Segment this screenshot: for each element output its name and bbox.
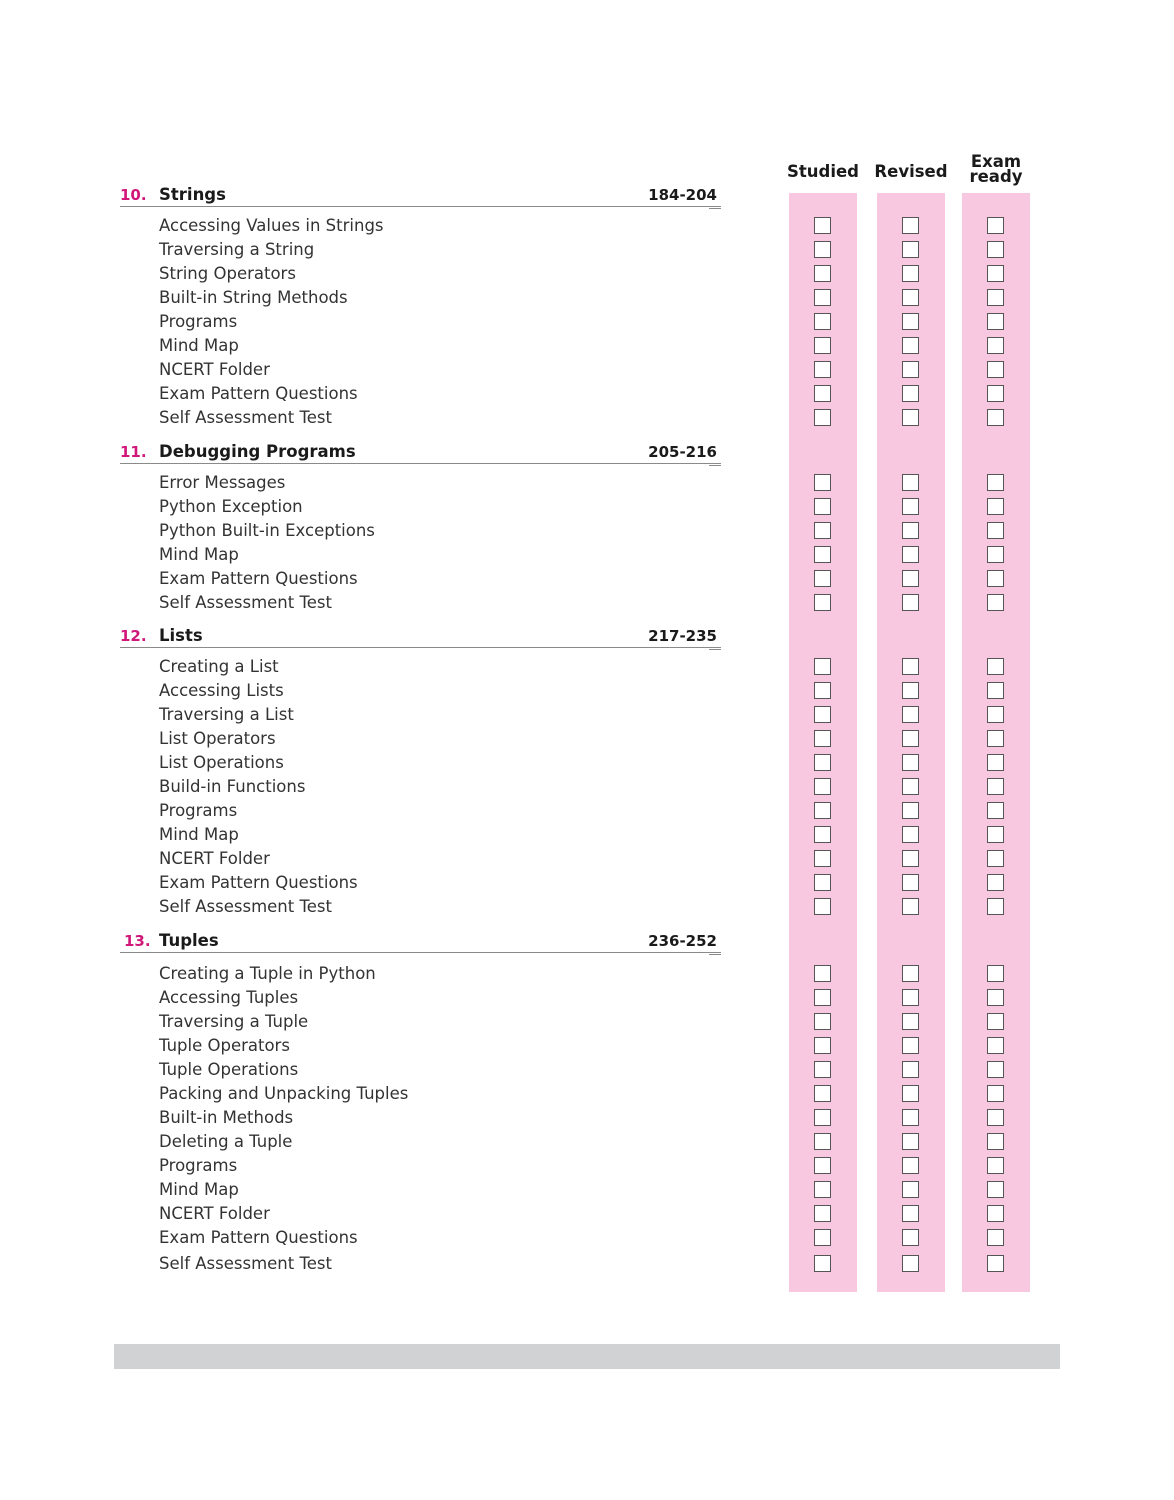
topic-item: Exam Pattern Questions <box>159 1228 358 1247</box>
exam-ready-checkbox[interactable] <box>987 474 1004 491</box>
topic-item: NCERT Folder <box>159 1204 270 1223</box>
revised-checkbox[interactable] <box>902 658 919 675</box>
section-pages: 205-216 <box>648 443 717 461</box>
topic-item: Mind Map <box>159 336 239 355</box>
revised-checkbox[interactable] <box>902 546 919 563</box>
topic-item: Accessing Tuples <box>159 988 299 1007</box>
revised-checkbox[interactable] <box>902 337 919 354</box>
topic-item: NCERT Folder <box>159 849 270 868</box>
revised-checkbox[interactable] <box>902 1061 919 1078</box>
topic-item: Self Assessment Test <box>159 593 332 612</box>
revised-checkbox[interactable] <box>902 965 919 982</box>
studied-checkbox[interactable] <box>814 754 831 771</box>
topic-item: Deleting a Tuple <box>159 1132 293 1151</box>
topic-item: Self Assessment Test <box>159 897 332 916</box>
header-rule-tick <box>709 649 721 650</box>
exam-ready-checkbox[interactable] <box>987 1013 1004 1030</box>
studied-checkbox[interactable] <box>814 241 831 258</box>
section-header-strings <box>120 186 721 207</box>
revised-checkbox[interactable] <box>902 289 919 306</box>
section-title: Tuples <box>159 931 219 950</box>
topic-item: Self Assessment Test <box>159 1254 332 1273</box>
topic-item: String Operators <box>159 264 296 283</box>
exam-ready-checkbox[interactable] <box>987 1255 1004 1272</box>
revised-checkbox[interactable] <box>902 850 919 867</box>
exam-ready-checkbox[interactable] <box>987 989 1004 1006</box>
revised-checkbox[interactable] <box>902 1181 919 1198</box>
exam-ready-checkbox[interactable] <box>987 754 1004 771</box>
exam-ready-checkbox[interactable] <box>987 498 1004 515</box>
topic-item: List Operators <box>159 729 276 748</box>
section-pages: 236-252 <box>648 932 717 950</box>
revised-checkbox[interactable] <box>902 570 919 587</box>
exam-ready-checkbox[interactable] <box>987 1109 1004 1126</box>
revised-checkbox[interactable] <box>902 1255 919 1272</box>
section-number: 10. <box>120 186 147 204</box>
exam-ready-checkbox[interactable] <box>987 1037 1004 1054</box>
section-title: Debugging Programs <box>159 442 356 461</box>
topic-item: Creating a Tuple in Python <box>159 964 376 983</box>
topic-item: Traversing a String <box>159 240 315 259</box>
studied-checkbox[interactable] <box>814 658 831 675</box>
topic-item: NCERT Folder <box>159 360 270 379</box>
exam-ready-checkbox[interactable] <box>987 682 1004 699</box>
exam-ready-checkbox[interactable] <box>987 337 1004 354</box>
studied-checkbox[interactable] <box>814 385 831 402</box>
revised-checkbox[interactable] <box>902 754 919 771</box>
topic-item: Mind Map <box>159 1180 239 1199</box>
topic-item: Programs <box>159 1156 238 1175</box>
exam-ready-checkbox[interactable] <box>987 802 1004 819</box>
revised-checkbox[interactable] <box>902 1109 919 1126</box>
studied-checkbox[interactable] <box>814 409 831 426</box>
topic-item: Programs <box>159 801 238 820</box>
topic-item: Exam Pattern Questions <box>159 873 358 892</box>
studied-checkbox[interactable] <box>814 498 831 515</box>
exam-ready-checkbox[interactable] <box>987 730 1004 747</box>
topic-item: Built-in Methods <box>159 1108 294 1127</box>
studied-checkbox[interactable] <box>814 289 831 306</box>
studied-checkbox[interactable] <box>814 802 831 819</box>
exam-ready-checkbox[interactable] <box>987 706 1004 723</box>
exam-ready-checkbox[interactable] <box>987 546 1004 563</box>
studied-checkbox[interactable] <box>814 1109 831 1126</box>
topic-item: Creating a List <box>159 657 279 676</box>
topic-item: List Operations <box>159 753 284 772</box>
revised-checkbox[interactable] <box>902 706 919 723</box>
exam-ready-checkbox[interactable] <box>987 361 1004 378</box>
exam-ready-checkbox[interactable] <box>987 778 1004 795</box>
studied-checkbox[interactable] <box>814 1061 831 1078</box>
revised-checkbox[interactable] <box>902 730 919 747</box>
revised-checkbox[interactable] <box>902 474 919 491</box>
revised-checkbox[interactable] <box>902 778 919 795</box>
exam-ready-checkbox[interactable] <box>987 898 1004 915</box>
studied-checkbox[interactable] <box>814 1013 831 1030</box>
revised-checkbox[interactable] <box>902 874 919 891</box>
revised-checkbox[interactable] <box>902 1013 919 1030</box>
studied-checkbox[interactable] <box>814 1085 831 1102</box>
topic-item: Traversing a Tuple <box>159 1012 309 1031</box>
section-header-debugging-programs <box>120 443 721 464</box>
revised-checkbox[interactable] <box>902 1133 919 1150</box>
studied-checkbox[interactable] <box>814 898 831 915</box>
topic-item: Packing and Unpacking Tuples <box>159 1084 409 1103</box>
revised-checkbox[interactable] <box>902 522 919 539</box>
studied-checkbox[interactable] <box>814 313 831 330</box>
topic-item: Exam Pattern Questions <box>159 384 358 403</box>
exam-ready-checkbox[interactable] <box>987 1061 1004 1078</box>
revised-checkbox[interactable] <box>902 802 919 819</box>
exam-ready-checkbox[interactable] <box>987 1205 1004 1222</box>
exam-ready-checkbox[interactable] <box>987 1181 1004 1198</box>
studied-checkbox[interactable] <box>814 265 831 282</box>
revised-checkbox[interactable] <box>902 898 919 915</box>
exam-ready-checkbox[interactable] <box>987 313 1004 330</box>
exam-ready-checkbox[interactable] <box>987 874 1004 891</box>
revised-checkbox[interactable] <box>902 313 919 330</box>
studied-checkbox[interactable] <box>814 522 831 539</box>
exam-ready-checkbox[interactable] <box>987 289 1004 306</box>
topic-item: Traversing a List <box>159 705 294 724</box>
exam-ready-column-header <box>956 154 1036 184</box>
topic-item: Self Assessment Test <box>159 408 332 427</box>
studied-checkbox[interactable] <box>814 1133 831 1150</box>
topic-item: Accessing Lists <box>159 681 284 700</box>
exam-ready-checkbox[interactable] <box>987 265 1004 282</box>
section-pages: 184-204 <box>648 186 717 204</box>
studied-checkbox[interactable] <box>814 1181 831 1198</box>
studied-checkbox[interactable] <box>814 778 831 795</box>
studied-checkbox[interactable] <box>814 1157 831 1174</box>
topic-item: Mind Map <box>159 545 239 564</box>
exam-ready-checkbox[interactable] <box>987 594 1004 611</box>
studied-checkbox[interactable] <box>814 1255 831 1272</box>
exam-ready-checkbox[interactable] <box>987 1157 1004 1174</box>
studied-checkbox[interactable] <box>814 874 831 891</box>
header-rule-tick <box>709 954 721 955</box>
studied-checkbox[interactable] <box>814 337 831 354</box>
studied-checkbox[interactable] <box>814 1037 831 1054</box>
studied-checkbox[interactable] <box>814 965 831 982</box>
section-header-lists <box>120 627 721 648</box>
studied-checkbox[interactable] <box>814 217 831 234</box>
revised-checkbox[interactable] <box>902 498 919 515</box>
revised-checkbox[interactable] <box>902 217 919 234</box>
revised-checkbox[interactable] <box>902 1229 919 1246</box>
studied-checkbox[interactable] <box>814 989 831 1006</box>
revised-checkbox[interactable] <box>902 826 919 843</box>
section-pages: 217-235 <box>648 627 717 645</box>
revised-checkbox[interactable] <box>902 1085 919 1102</box>
topic-item: Python Exception <box>159 497 303 516</box>
revised-checkbox[interactable] <box>902 594 919 611</box>
footer-bar <box>114 1344 1060 1369</box>
studied-checkbox[interactable] <box>814 730 831 747</box>
section-title: Lists <box>159 626 203 645</box>
revised-column-header: Revised <box>874 162 948 181</box>
studied-checkbox[interactable] <box>814 826 831 843</box>
section-number: 11. <box>120 443 147 461</box>
exam-ready-checkbox[interactable] <box>987 522 1004 539</box>
exam-ready-checkbox[interactable] <box>987 570 1004 587</box>
revised-checkbox[interactable] <box>902 265 919 282</box>
studied-checkbox[interactable] <box>814 570 831 587</box>
topic-item: Programs <box>159 312 238 331</box>
section-header-tuples <box>120 932 721 953</box>
topic-item: Python Built-in Exceptions <box>159 521 375 540</box>
topic-item: Exam Pattern Questions <box>159 569 358 588</box>
studied-checkbox[interactable] <box>814 361 831 378</box>
revised-checkbox[interactable] <box>902 361 919 378</box>
topic-item: Mind Map <box>159 825 239 844</box>
topic-item: Build-in Functions <box>159 777 306 796</box>
exam-ready-checkbox[interactable] <box>987 1133 1004 1150</box>
exam-ready-checkbox[interactable] <box>987 965 1004 982</box>
section-number: 13. <box>124 932 151 950</box>
revised-checkbox[interactable] <box>902 385 919 402</box>
exam-ready-checkbox[interactable] <box>987 1085 1004 1102</box>
topic-item: Accessing Values in Strings <box>159 216 384 235</box>
studied-checkbox[interactable] <box>814 682 831 699</box>
revised-checkbox[interactable] <box>902 1037 919 1054</box>
revised-checkbox[interactable] <box>902 241 919 258</box>
studied-checkbox[interactable] <box>814 1205 831 1222</box>
studied-checkbox[interactable] <box>814 1229 831 1246</box>
studied-checkbox[interactable] <box>814 850 831 867</box>
studied-column-header: Studied <box>787 162 859 181</box>
studied-checkbox[interactable] <box>814 546 831 563</box>
header-rule-tick <box>709 208 721 209</box>
exam-ready-checkbox[interactable] <box>987 409 1004 426</box>
section-title: Strings <box>159 185 226 204</box>
section-number: 12. <box>120 627 147 645</box>
studied-checkbox[interactable] <box>814 474 831 491</box>
topic-item: Error Messages <box>159 473 286 492</box>
topic-item: Tuple Operations <box>159 1060 299 1079</box>
exam-ready-checkbox[interactable] <box>987 241 1004 258</box>
exam-ready-header-line2: ready <box>969 167 1023 186</box>
exam-ready-checkbox[interactable] <box>987 826 1004 843</box>
topic-item: Tuple Operators <box>159 1036 290 1055</box>
topic-item: Built-in String Methods <box>159 288 348 307</box>
exam-ready-header-line1: Exam <box>970 152 1022 171</box>
revised-checkbox[interactable] <box>902 1205 919 1222</box>
revised-checkbox[interactable] <box>902 409 919 426</box>
exam-ready-checkbox[interactable] <box>987 1229 1004 1246</box>
exam-ready-checkbox[interactable] <box>987 217 1004 234</box>
revised-checkbox[interactable] <box>902 682 919 699</box>
studied-checkbox[interactable] <box>814 706 831 723</box>
revised-checkbox[interactable] <box>902 1157 919 1174</box>
revised-checkbox[interactable] <box>902 989 919 1006</box>
exam-ready-checkbox[interactable] <box>987 385 1004 402</box>
studied-checkbox[interactable] <box>814 594 831 611</box>
header-rule-tick <box>709 465 721 466</box>
exam-ready-checkbox[interactable] <box>987 850 1004 867</box>
exam-ready-checkbox[interactable] <box>987 658 1004 675</box>
